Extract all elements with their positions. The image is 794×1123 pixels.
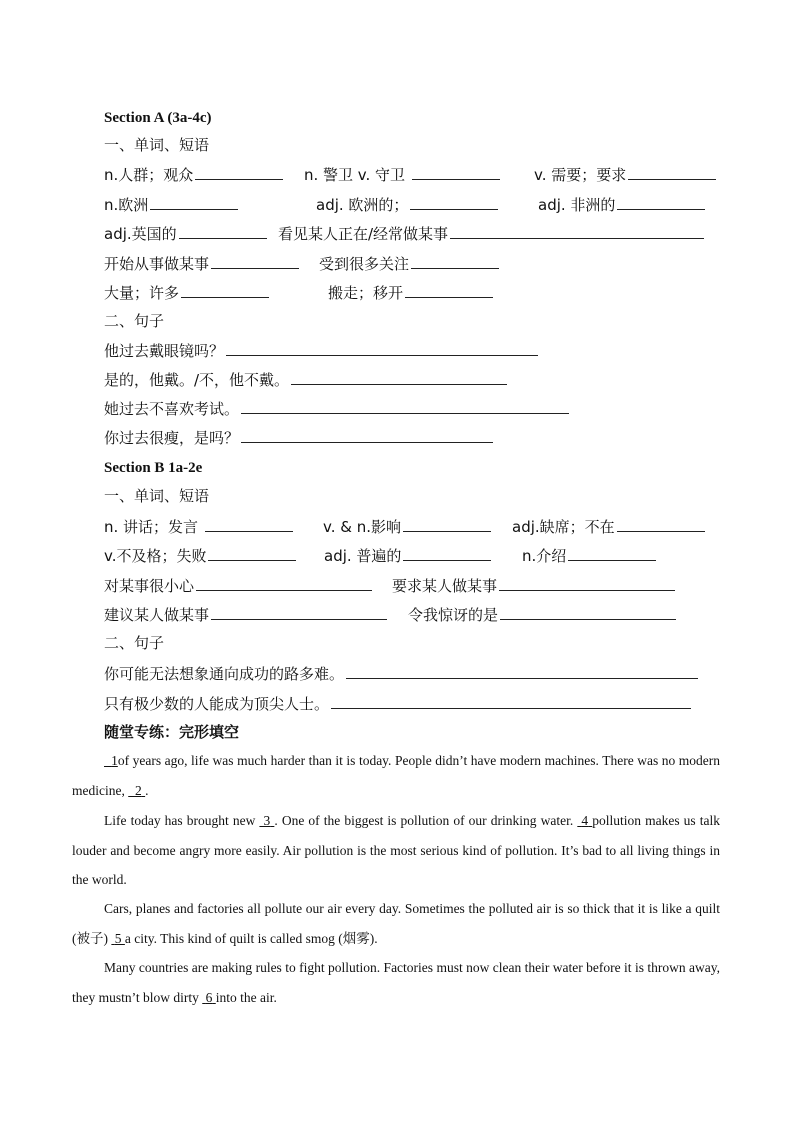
cloze-paragraph-3	[72, 894, 720, 953]
vocab-prompt: 搬走；移开	[328, 284, 404, 302]
section-a-sentence-3	[104, 397, 569, 419]
answer-blank[interactable]	[410, 193, 498, 210]
vocab-prompt: v. 需要；要求	[534, 166, 627, 184]
section-a-vocab-row-2	[104, 193, 724, 215]
vocab-prompt: 对某事很小心	[104, 577, 195, 595]
paragraph-text: Many countries are making rules to fight pollution. Factories must now clean their water before it is thrown away, they mustn’t blow dirty	[72, 960, 720, 1005]
paragraph-text: Life today has brought new	[104, 813, 256, 828]
answer-blank[interactable]	[346, 662, 698, 679]
answer-blank[interactable]	[617, 515, 705, 532]
blank-number[interactable]: 4	[581, 813, 589, 828]
section-b-vocab-row-4	[104, 603, 724, 625]
answer-blank[interactable]	[241, 397, 569, 414]
section-b-vocab-row-1	[104, 515, 724, 537]
answer-blank[interactable]	[412, 163, 500, 180]
sentence-prompt: 你过去很瘦，是吗？	[104, 429, 240, 447]
vocab-prompt: n. 讲话；发言	[104, 518, 199, 536]
blank-number[interactable]: 5	[114, 930, 122, 946]
vocab-prompt: 大量；许多	[104, 284, 180, 302]
sentence-prompt: 她过去不喜欢考试。	[104, 400, 240, 418]
vocab-prompt: n. 警卫 v. 守卫	[304, 166, 406, 184]
vocab-prompt: 建议某人做某事	[104, 606, 210, 624]
answer-blank[interactable]	[291, 368, 507, 385]
vocab-prompt: 令我惊讶的是	[408, 606, 499, 624]
vocab-prompt: adj. 欧洲的；	[316, 196, 409, 214]
answer-blank[interactable]	[150, 193, 238, 210]
answer-blank[interactable]	[617, 193, 705, 210]
blank-number[interactable]: 6	[205, 989, 213, 1005]
answer-blank[interactable]	[205, 515, 293, 532]
answer-blank[interactable]	[403, 515, 491, 532]
answer-blank[interactable]	[403, 544, 491, 561]
section-a-sentence-heading: 二、句子	[104, 312, 165, 330]
sentence-prompt: 是的，他戴。/不，他不戴。	[104, 371, 290, 389]
cloze-paragraph-4	[72, 953, 720, 1012]
section-a-vocab-row-4	[104, 252, 724, 274]
answer-blank[interactable]	[241, 426, 493, 443]
paragraph-text: into the air.	[215, 989, 277, 1005]
vocab-prompt: n.欧洲	[104, 196, 149, 214]
vocab-prompt: v.不及格；失败	[104, 547, 207, 565]
vocab-prompt: n.介绍	[522, 547, 567, 565]
paragraph-text: of years ago, life was much harder than it is today. People didn’t have modern machines. There was no modern medicine,	[72, 753, 721, 798]
paragraph-text: Cars, planes and factories all pollute our air every day. Sometimes the polluted air is so thick that it is like a quilt (被子)	[72, 901, 720, 946]
section-a-vocab-row-5	[104, 281, 724, 303]
section-b-sentence-heading: 二、句子	[104, 634, 165, 652]
vocab-prompt: adj. 非洲的	[538, 196, 616, 214]
answer-blank[interactable]	[331, 692, 691, 709]
answer-blank[interactable]	[181, 281, 269, 298]
answer-blank[interactable]	[226, 339, 538, 356]
vocab-prompt: v. & n.影响	[323, 518, 401, 536]
answer-blank[interactable]	[211, 252, 299, 269]
answer-blank[interactable]	[568, 544, 656, 561]
section-a-sentence-2	[104, 368, 507, 390]
answer-blank[interactable]	[411, 252, 499, 269]
answer-blank[interactable]	[195, 163, 283, 180]
vocab-prompt: 看见某人正在/经常做某事	[278, 225, 449, 243]
section-b-sentence-2	[104, 692, 691, 714]
answer-blank[interactable]	[499, 574, 675, 591]
section-b-vocab-row-2	[104, 544, 724, 566]
paragraph-text: a city. This kind of quilt is called smog (烟雾).	[124, 930, 378, 946]
vocab-prompt: 开始从事做某事	[104, 255, 210, 273]
cloze-paragraph-2	[72, 806, 720, 895]
section-b-sentence-1	[104, 662, 698, 684]
section-a-sentence-1	[104, 339, 538, 361]
vocab-prompt: adj. 普遍的	[324, 547, 402, 565]
blank-number[interactable]: 1	[111, 753, 118, 768]
section-a-vocab-row-1	[104, 163, 724, 185]
answer-blank[interactable]	[500, 603, 676, 620]
section-a-vocab-heading: 一、单词、短语	[104, 136, 210, 154]
vocab-prompt: n.人群；观众	[104, 166, 194, 184]
sentence-prompt: 他过去戴眼镜吗？	[104, 342, 225, 360]
answer-blank[interactable]	[179, 222, 267, 239]
sentence-prompt: 你可能无法想象通向成功的路多难。	[104, 665, 345, 683]
paragraph-text: .	[145, 782, 149, 798]
sentence-prompt: 只有极少数的人能成为顶尖人士。	[104, 695, 330, 713]
section-b-title: Section B 1a-2e	[104, 460, 203, 476]
answer-blank[interactable]	[196, 574, 372, 591]
blank-number[interactable]: 2	[134, 782, 142, 798]
practice-title: 随堂专练：完形填空	[104, 723, 240, 741]
vocab-prompt: 要求某人做某事	[392, 577, 498, 595]
cloze-paragraph-1	[72, 746, 720, 805]
answer-blank[interactable]	[208, 544, 296, 561]
answer-blank[interactable]	[405, 281, 493, 298]
paragraph-text: pollution makes us talk louder and become angry more easily. Air pollution is the most serious kind of pollution. It’s bad to all living things in the world.	[72, 813, 721, 888]
vocab-prompt: adj.缺席；不在	[512, 518, 615, 536]
section-a-title: Section A (3a-4c)	[104, 110, 212, 126]
section-b-vocab-row-3	[104, 574, 724, 596]
vocab-prompt: 受到很多关注	[319, 255, 410, 273]
blank-number[interactable]: 3	[263, 813, 271, 828]
section-a-vocab-row-3	[104, 222, 724, 244]
section-b-vocab-heading: 一、单词、短语	[104, 487, 210, 505]
answer-blank[interactable]	[211, 603, 387, 620]
vocab-prompt: adj.英国的	[104, 225, 177, 243]
paragraph-text: . One of the biggest is pollution of our drinking water.	[274, 813, 574, 828]
answer-blank[interactable]	[628, 163, 716, 180]
answer-blank[interactable]	[450, 222, 704, 239]
section-a-sentence-4	[104, 426, 493, 448]
